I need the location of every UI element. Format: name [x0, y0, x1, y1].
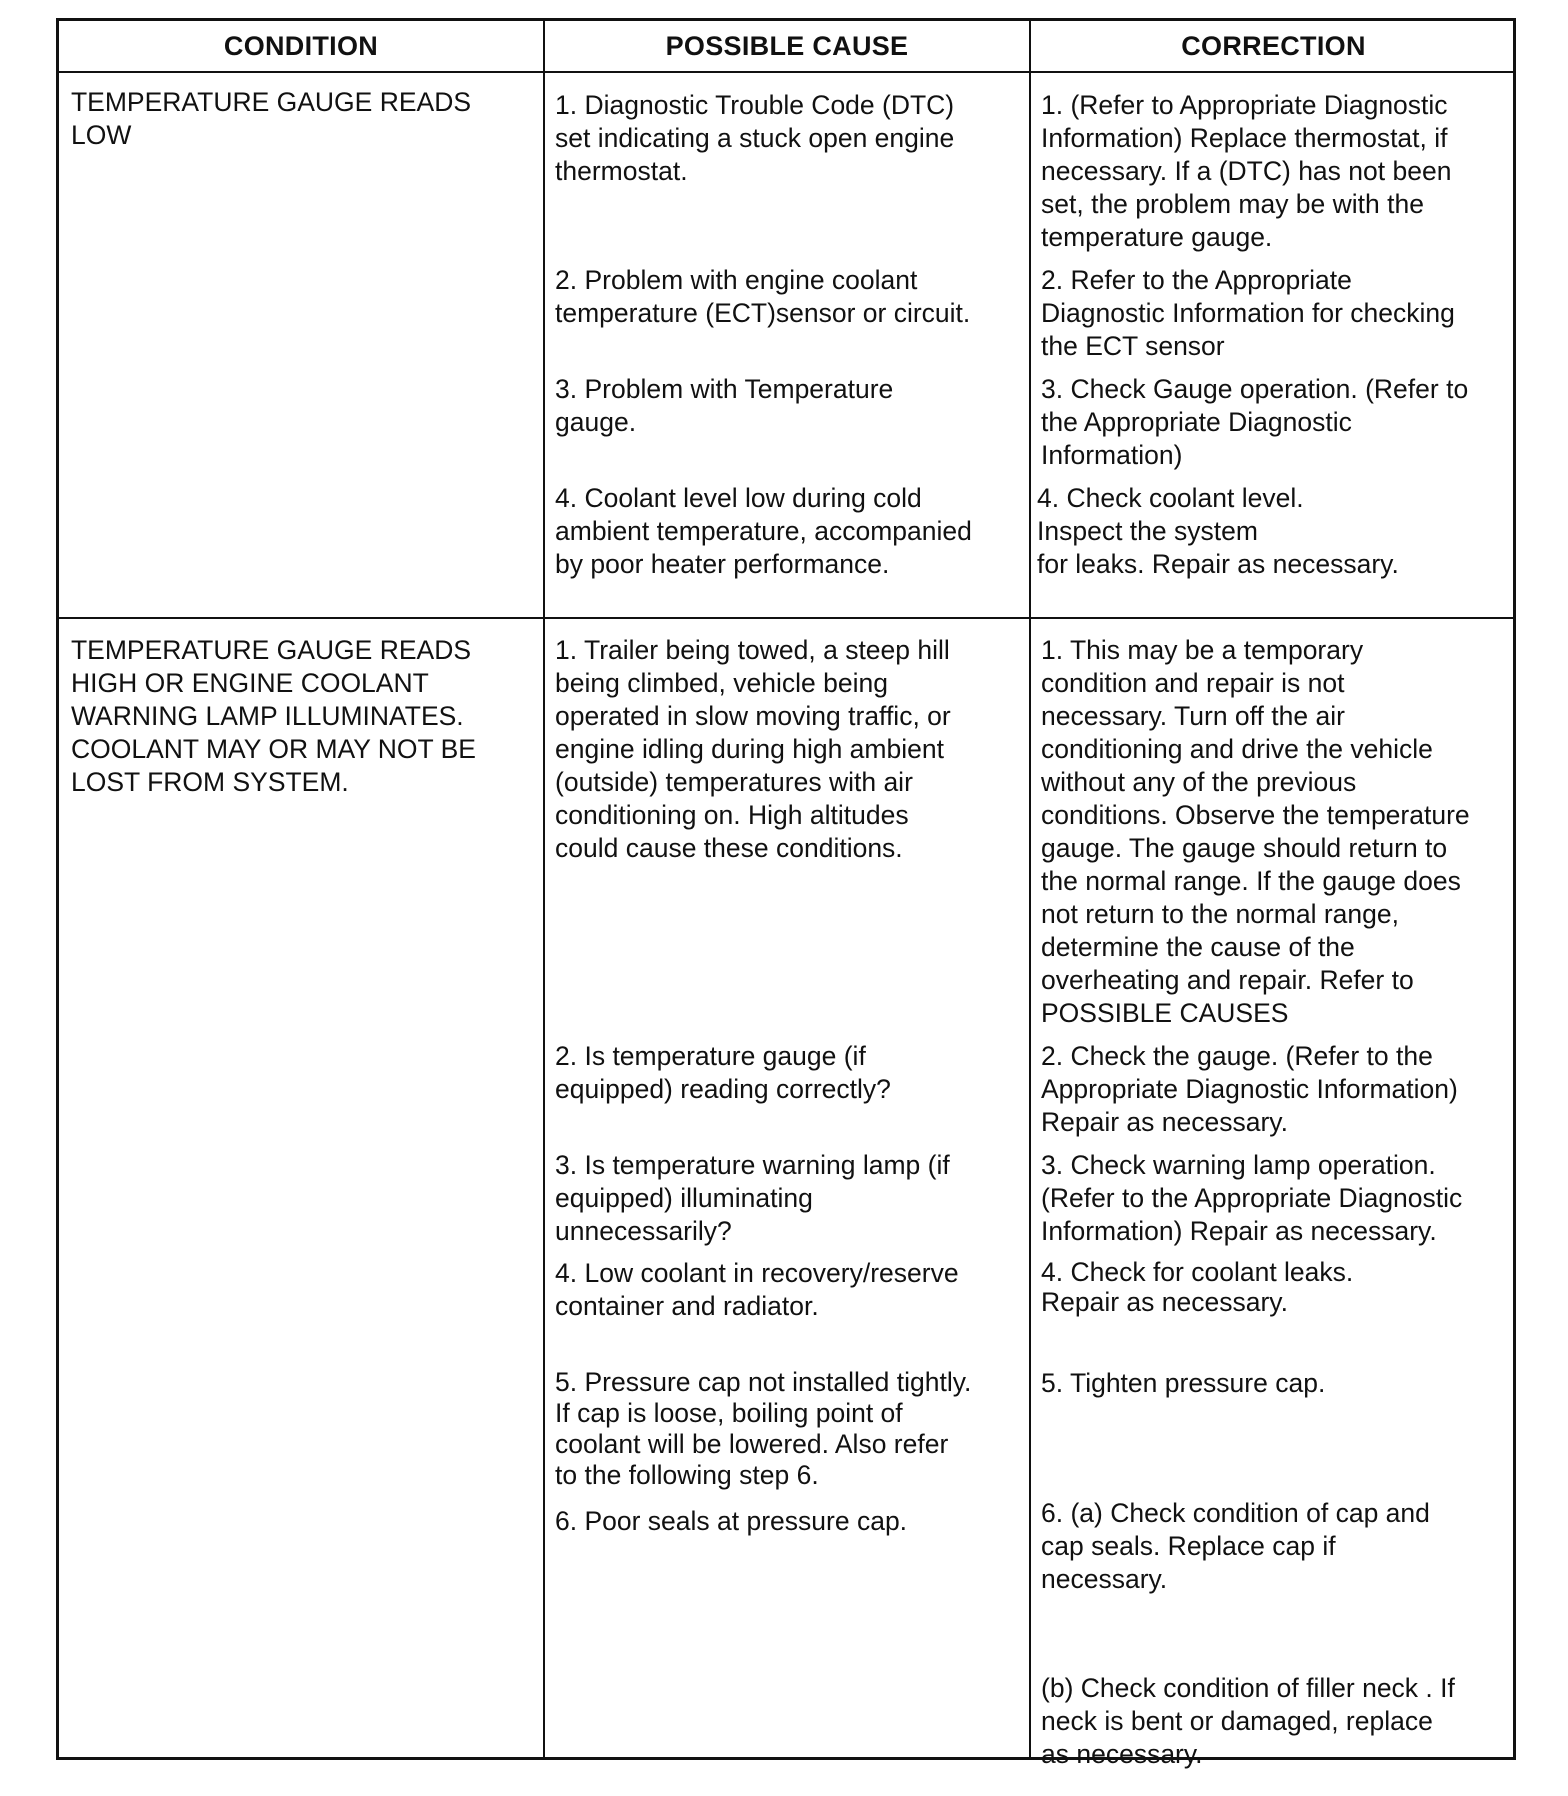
- row1-cause-1: 1. Diagnostic Trouble Code (DTC) set indicating a stuck open engine thermostat.: [555, 90, 955, 186]
- header-possible-cause: POSSIBLE CAUSE: [665, 30, 909, 61]
- header-condition: CONDITION: [223, 30, 379, 61]
- column-divider-2: [1029, 21, 1031, 1757]
- row2-cause-6: 6. Poor seals at pressure cap.: [555, 1506, 908, 1536]
- troubleshooting-table: [56, 18, 1516, 1769]
- row-divider: [59, 617, 1513, 619]
- header-correction: CORRECTION: [1181, 30, 1366, 61]
- row2-cause-1: 1. Trailer being towed, a steep hill being climbed, vehicle being operated in slow moving traffic, or engine idling during high ambient (outside) temperatures with air conditioning on. High altitudes could cause these conditions.: [555, 635, 951, 863]
- row1-cause-3: 3. Problem with Temperature gauge.: [555, 374, 894, 437]
- header-divider: [59, 71, 1513, 73]
- row1-correction-4: 4. Check coolant level. Inspect the system for leaks. Repair as necessary.: [1037, 483, 1399, 579]
- row2-correction-2: 2. Check the gauge. (Refer to the Appropriate Diagnostic Information) Repair as necessary.: [1041, 1041, 1458, 1137]
- row2-correction-4: 4. Check for coolant leaks. Repair as necessary.: [1041, 1257, 1354, 1317]
- row1-condition: TEMPERATURE GAUGE READS LOW: [71, 87, 472, 150]
- row1-correction-3: 3. Check Gauge operation. (Refer to the Appropriate Diagnostic Information): [1041, 374, 1469, 470]
- row2-cause-3: 3. Is temperature warning lamp (if equipped) illuminating unnecessarily?: [555, 1150, 950, 1246]
- column-divider-1: [543, 21, 545, 1757]
- row1-cause-4: 4. Coolant level low during cold ambient temperature, accompanied by poor heater performance.: [555, 483, 972, 579]
- row1-correction-2: 2. Refer to the Appropriate Diagnostic Information for checking the ECT sensor: [1041, 265, 1455, 361]
- row2-correction-5: 5. Tighten pressure cap.: [1041, 1368, 1326, 1398]
- row1-cause-2: 2. Problem with engine coolant temperature (ECT)sensor or circuit.: [555, 265, 971, 328]
- row2-cause-2: 2. Is temperature gauge (if equipped) reading correctly?: [555, 1041, 891, 1104]
- row2-condition: TEMPERATURE GAUGE READS HIGH OR ENGINE COOLANT WARNING LAMP ILLUMINATES. COOLANT MAY OR MAY NOT BE LOST FROM SYSTEM.: [71, 635, 476, 797]
- row1-correction-1: 1. (Refer to Appropriate Diagnostic Information) Replace thermostat, if necessary. If a (DTC) has not been set, the problem may be with the temperature gauge.: [1041, 90, 1452, 252]
- row2-correction-3: 3. Check warning lamp operation. (Refer to the Appropriate Diagnostic Information) Repair as necessary.: [1041, 1150, 1463, 1246]
- row2-correction-6a: 6. (a) Check condition of cap and cap seals. Replace cap if necessary.: [1041, 1498, 1430, 1594]
- row2-correction-1: 1. This may be a temporary condition and repair is not necessary. Turn off the air conditioning and drive the vehicle without any of the previous conditions. Observe the temperature gauge. The gauge should return to the normal range. If the gauge does not return to the normal range, determine the cause of the overheating and repair. Refer to POSSIBLE CAUSES: [1041, 635, 1470, 1028]
- row2-cause-5: 5. Pressure cap not installed tightly. If cap is loose, boiling point of coolant will be lowered. Also refer to the following step 6.: [555, 1367, 972, 1490]
- row2-cause-4: 4. Low coolant in recovery/reserve container and radiator.: [555, 1258, 959, 1321]
- row2-correction-6b: (b) Check condition of filler neck . If neck is bent or damaged, replace as necessary.: [1041, 1673, 1455, 1769]
